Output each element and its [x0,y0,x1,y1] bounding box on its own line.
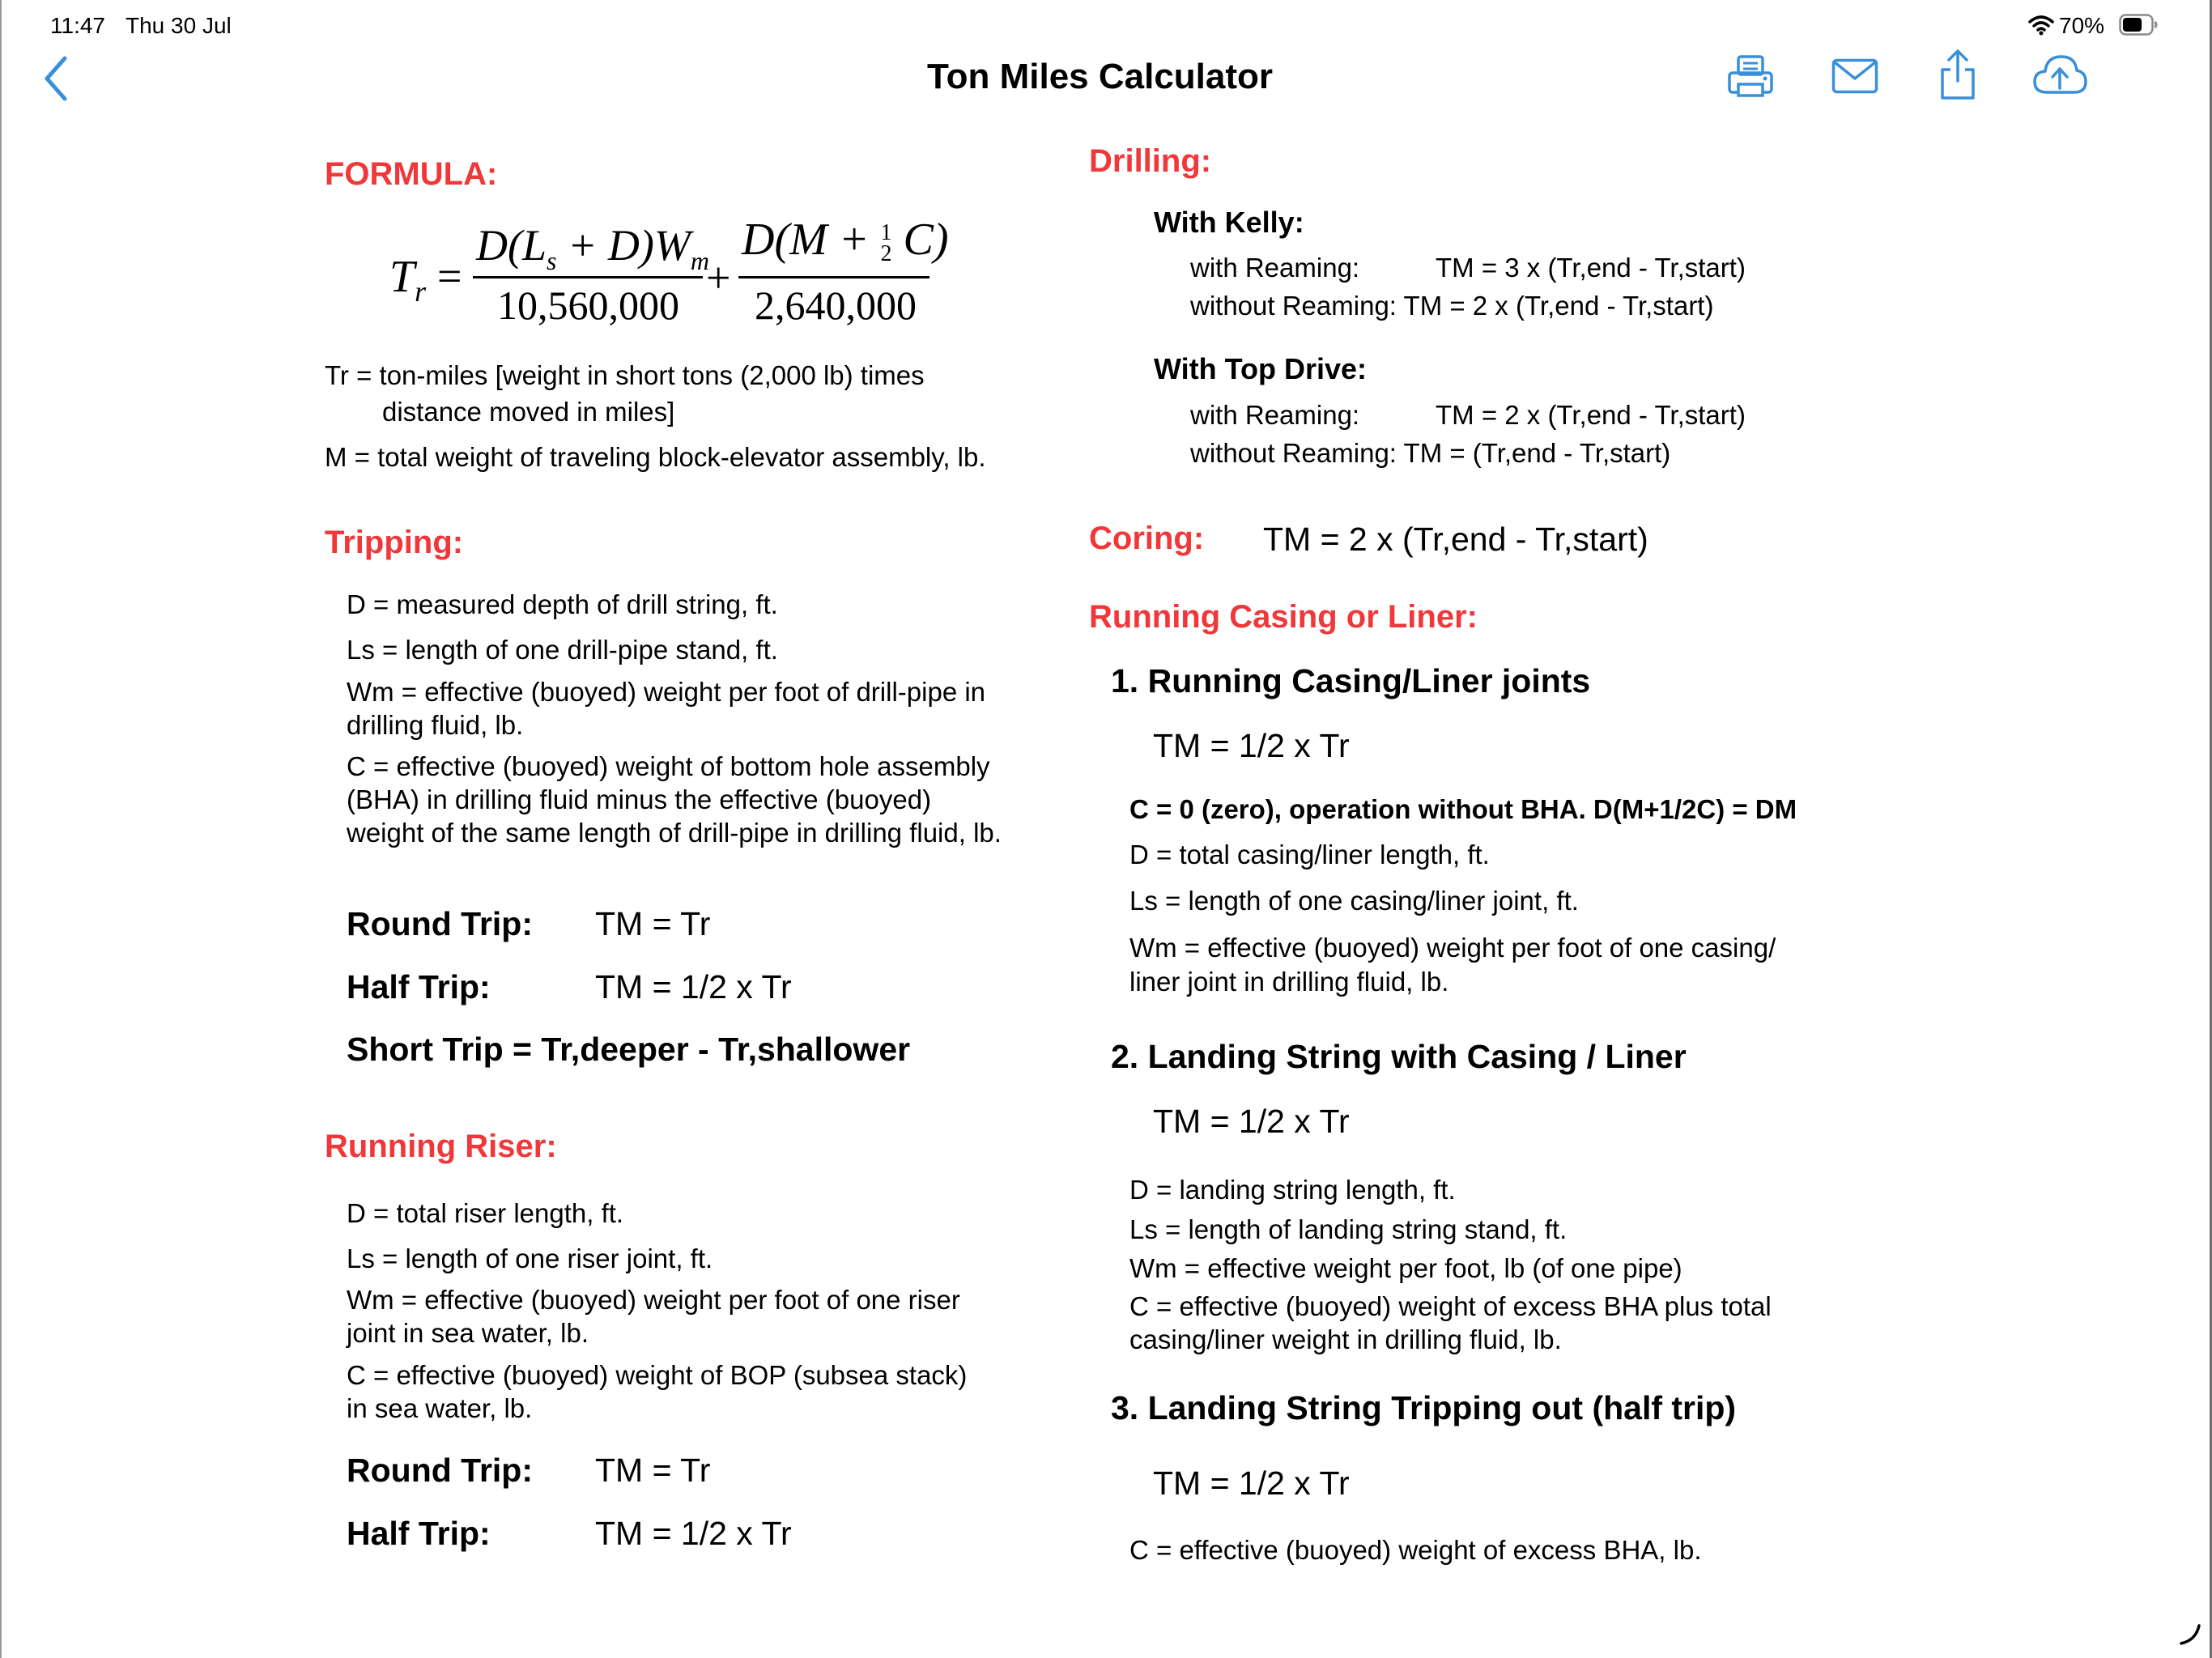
back-chevron-icon[interactable] [42,55,70,102]
cloud-upload-icon[interactable] [2032,52,2087,97]
formula-frac1-bar [473,276,703,278]
kelly-reaming-value: TM = 3 x (Tr,end - Tr,start) [1436,253,1746,283]
running-casing-heading: Running Casing or Liner: [1089,599,1478,635]
topdrive-reaming-label: with Reaming: [1190,400,1360,430]
formula-frac2-numerator: D(M + 1 2 C) [742,215,949,267]
casing-section2-ls: Ls = length of landing string stand, ft. [1129,1214,1568,1244]
casing-section1-d: D = total casing/liner length, ft. [1129,840,1490,869]
mail-icon[interactable] [1831,58,1878,94]
tr-definition-line1: Tr = ton-miles [weight in short tons (2,000 lb) times [325,360,925,390]
kelly-no-reaming: without Reaming: TM = 2 x (Tr,end - Tr,start) [1190,291,1714,321]
riser-ls-def: Ls = length of one riser joint, ft. [347,1244,713,1273]
riser-d-def: D = total riser length, ft. [347,1198,624,1228]
tripping-heading: Tripping: [325,525,464,560]
riser-wm-def: Wm = effective (buoyed) weight per foot of one riser joint in sea water, lb. [347,1285,960,1348]
tripping-ls-def: Ls = length of one drill-pipe stand, ft. [347,635,778,665]
formula-frac2-bar [738,276,929,278]
with-top-drive-label: With Top Drive: [1154,352,1367,385]
m-definition: M = total weight of traveling block-elevator assembly, lb. [325,442,986,472]
resize-handle-icon[interactable] [2178,1622,2202,1647]
page-title: Ton Miles Calculator [927,57,1274,96]
tripping-wm-def: Wm = effective (buoyed) weight per foot of drill-pipe in drilling fluid, lb. [347,677,986,740]
casing-section1-note: C = 0 (zero), operation without BHA. D(M+1/2C) = DM [1129,794,1797,824]
kelly-reaming-label: with Reaming: [1190,253,1360,283]
with-kelly-label: With Kelly: [1154,206,1304,239]
drilling-heading: Drilling: [1089,143,1212,179]
formula-plus: + [706,253,731,302]
formula-frac1-denominator: 10,560,000 [497,283,679,328]
tripping-round-trip-value: TM = Tr [595,905,711,942]
short-trip-formula: Short Trip = Tr,deeper - Tr,shallower [347,1031,911,1068]
riser-round-trip-label: Round Trip: [347,1452,534,1489]
formula-lhs: $T_r$ [389,252,427,308]
casing-section2-wm: Wm = effective weight per foot, lb (of one pipe) [1129,1253,1682,1283]
tr-definition-line2: distance moved in miles] [382,397,675,427]
casing-section1-wm-line1: Wm = effective (buoyed) weight per foot of one casing/ [1129,933,1776,963]
tripping-half-trip-value: TM = 1/2 x Tr [595,968,792,1005]
casing-section2-tm: TM = 1/2 x Tr [1153,1103,1350,1140]
tripping-round-trip-label: Round Trip: [347,905,534,942]
status-date: Thu 30 Jul [125,13,232,38]
topdrive-reaming-value: TM = 2 x (Tr,end - Tr,start) [1436,400,1746,430]
casing-section3-tm: TM = 1/2 x Tr [1153,1465,1350,1502]
casing-section2-c-line2: casing/liner weight in drilling fluid, lb. [1129,1324,1562,1354]
status-time: 11:47 [50,13,105,38]
formula-frac2-denominator: 2,640,000 [755,283,917,328]
casing-section1-ls: Ls = length of one casing/liner joint, ft. [1129,886,1579,916]
formula-equals: = [437,252,462,300]
riser-half-trip-value: TM = 1/2 x Tr [595,1515,792,1552]
battery-percent: 70% [2059,13,2105,38]
formula-heading: FORMULA: [325,156,498,192]
running-riser-heading: Running Riser: [325,1129,557,1164]
riser-half-trip-label: Half Trip: [347,1515,491,1552]
print-icon[interactable] [1727,53,1776,99]
share-icon[interactable] [1938,49,1977,100]
casing-section2-c-line1: C = effective (buoyed) weight of excess BHA plus total [1129,1291,1772,1321]
wifi-icon [2028,15,2054,36]
tripping-c-def: C = effective (buoyed) weight of bottom hole assembly (BHA) in drilling fluid minus the effective (buoyed) weight of the same length of drill-pipe in drilling fluid, lb. [347,751,1002,848]
casing-section3-c: C = effective (buoyed) weight of excess BHA, lb. [1129,1535,1702,1565]
casing-section2-title: 2. Landing String with Casing / Liner [1111,1038,1687,1075]
coring-heading: Coring: [1089,521,1205,556]
casing-section1-title: 1. Running Casing/Liner joints [1111,662,1591,699]
coring-formula: TM = 2 x (Tr,end - Tr,start) [1263,521,1648,558]
casing-section2-d: D = landing string length, ft. [1129,1175,1456,1205]
left-edge [0,0,2,1658]
topdrive-no-reaming: without Reaming: TM = (Tr,end - Tr,start) [1190,438,1671,468]
formula-frac1-numerator: $D(L_s + D)W_m$ [476,221,709,275]
casing-section1-tm: TM = 1/2 x Tr [1153,727,1350,764]
casing-section1-wm-line2: liner joint in drilling fluid, lb. [1129,967,1449,997]
riser-round-trip-value: TM = Tr [595,1452,711,1489]
battery-icon [2119,14,2158,36]
riser-c-def: C = effective (buoyed) weight of BOP (subsea stack) in sea water, lb. [347,1360,968,1423]
tripping-d-def: D = measured depth of drill string, ft. [347,589,778,619]
tripping-half-trip-label: Half Trip: [347,968,491,1005]
casing-section3-title: 3. Landing String Tripping out (half trip) [1111,1389,1737,1426]
